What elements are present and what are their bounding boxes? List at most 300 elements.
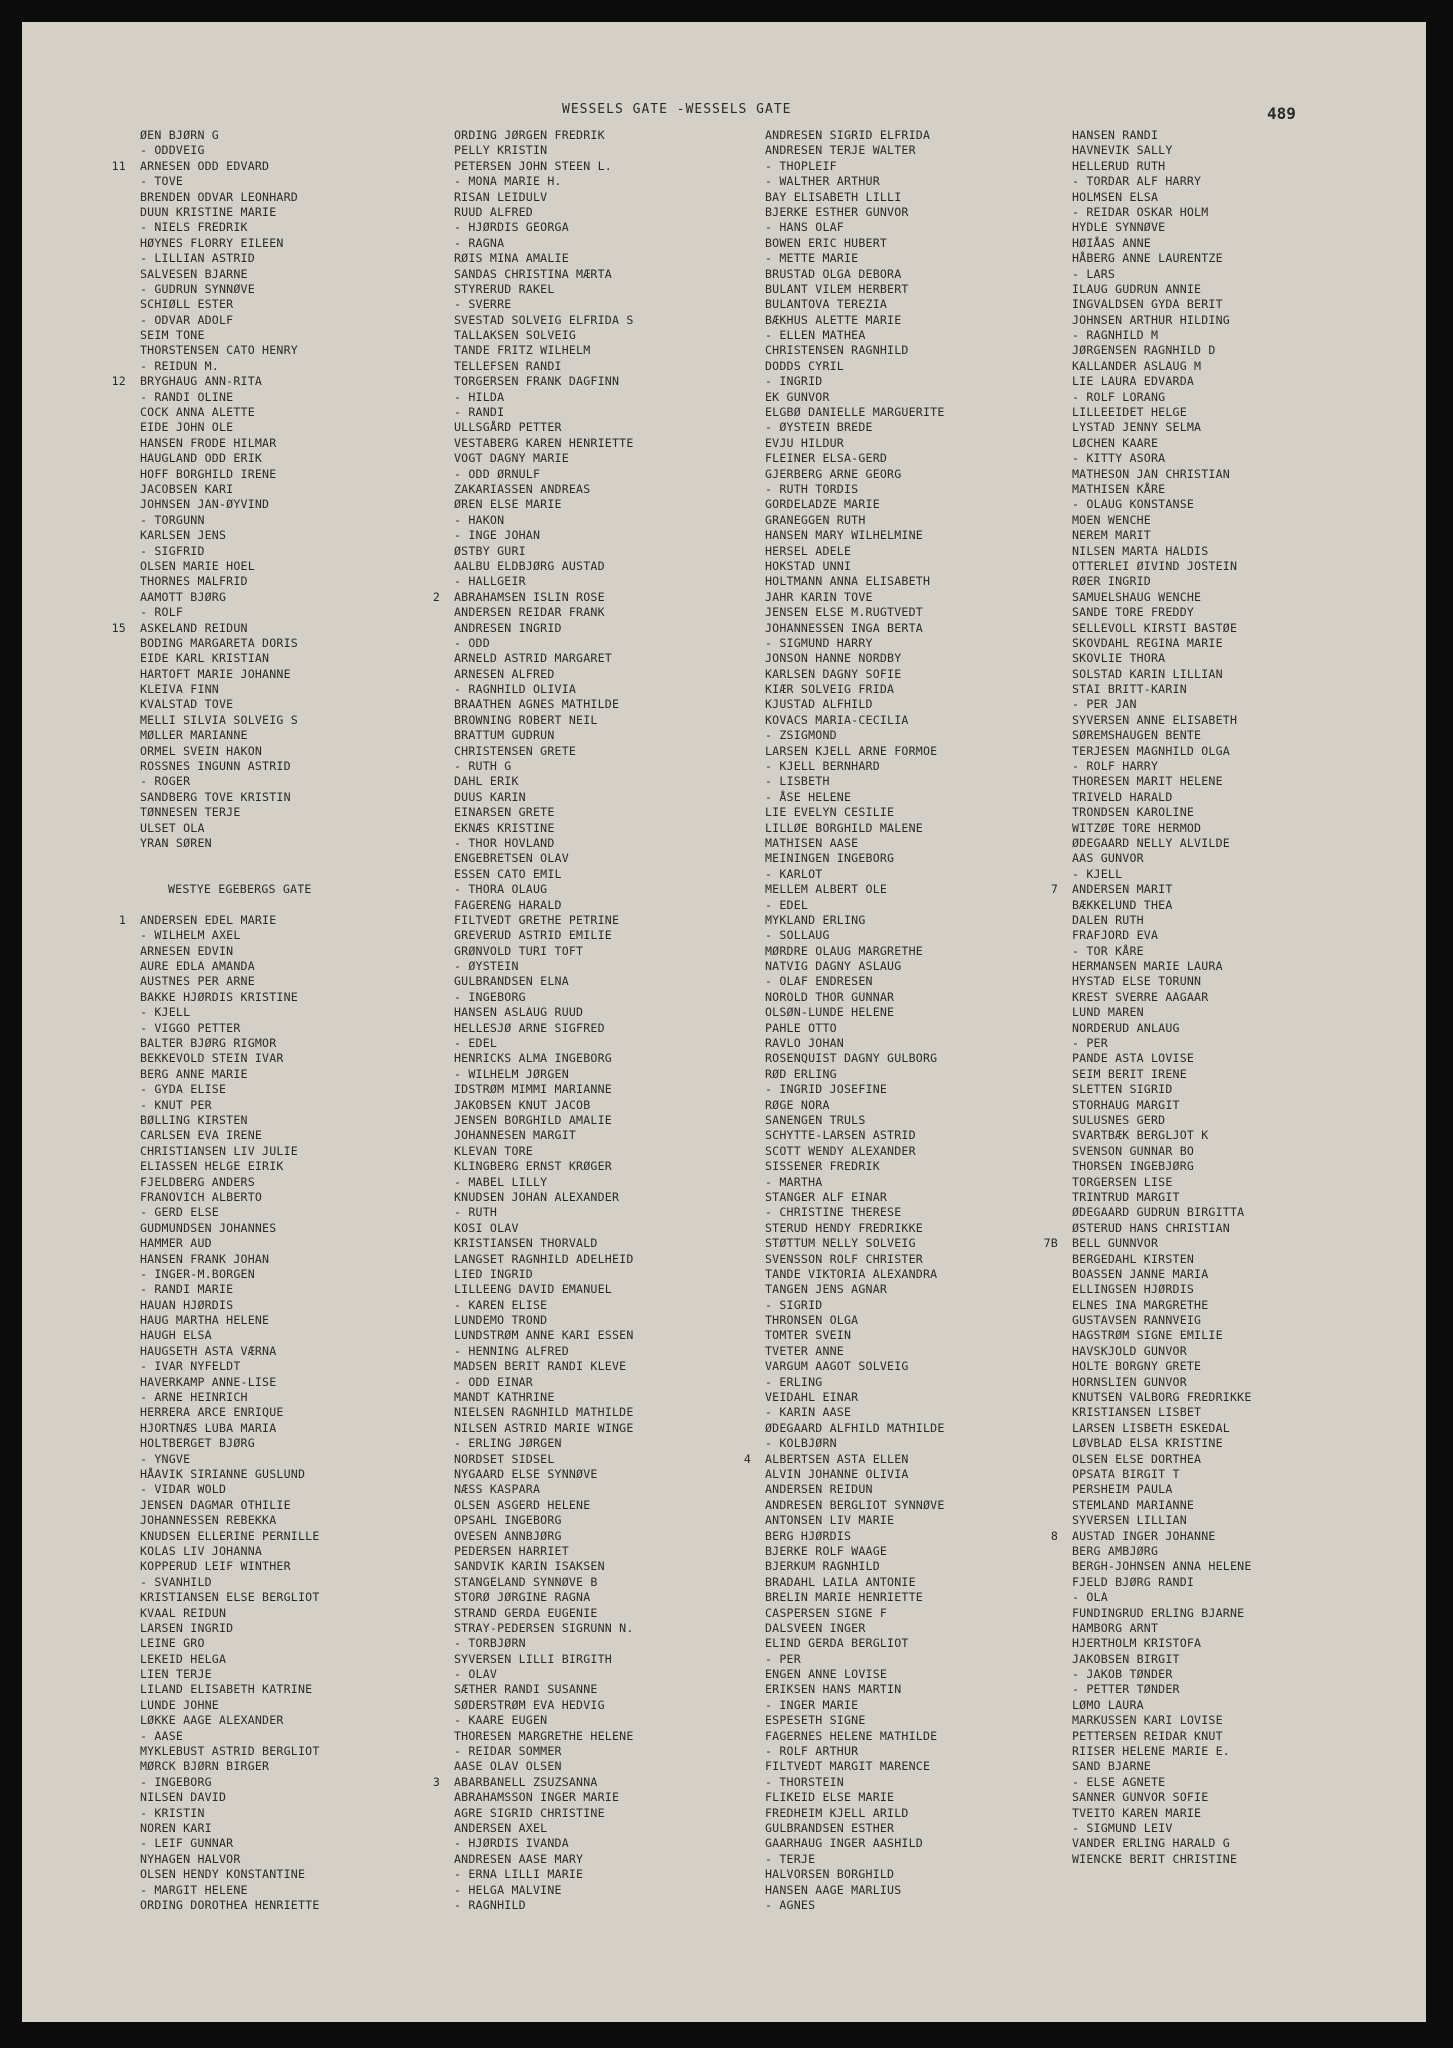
resident-entry: [765, 1713, 945, 1728]
resident-name: STANGELAND SYNNØVE B: [454, 1574, 598, 1589]
resident-entry: [1072, 251, 1252, 266]
resident-name: - KJELL: [1072, 866, 1123, 881]
resident-name: SÆTHER RANDI SUSANNE: [454, 1682, 598, 1697]
resident-name: ANDRESEN INGRID: [454, 620, 562, 635]
resident-entry: [454, 682, 634, 697]
resident-entry: [454, 236, 634, 251]
resident-name: - ERNA LILLI MARIE: [454, 1867, 584, 1882]
resident-name: - MARGIT HELENE: [140, 1882, 248, 1897]
resident-name: - ROLF LORANG: [1072, 389, 1166, 404]
resident-entry: [454, 1544, 634, 1559]
resident-entry: [1072, 1051, 1252, 1066]
resident-name: SKOVDAHL REGINA MARIE: [1072, 635, 1223, 650]
resident-entry: [454, 667, 634, 682]
resident-entry: [454, 697, 634, 712]
resident-name: RIISER HELENE MARIE E.: [1072, 1744, 1230, 1759]
resident-entry: [765, 451, 945, 466]
resident-entry: [765, 497, 945, 512]
resident-entry: [765, 328, 945, 343]
resident-name: AUSTNES PER ARNE: [140, 974, 255, 989]
resident-name: NEREM MARIT: [1072, 528, 1151, 543]
resident-name: KALLANDER ASLAUG M: [1072, 358, 1202, 373]
resident-name: OLSØN-LUNDE HELENE: [765, 1005, 895, 1020]
resident-entry: [765, 1729, 945, 1744]
resident-entry: [454, 1467, 634, 1482]
resident-name: GUDMUNDSEN JOHANNES: [140, 1220, 277, 1235]
resident-entry: [765, 1883, 945, 1898]
resident-entry: [765, 559, 945, 574]
resident-name: FRAFJORD EVA: [1072, 928, 1159, 943]
resident-entry: [454, 405, 634, 420]
resident-entry: [140, 959, 320, 974]
resident-entry: [1072, 436, 1252, 451]
resident-name: KLINGBERG ERNST KRØGER: [454, 1159, 612, 1174]
resident-entry: [765, 1221, 945, 1236]
resident-name: MYKLEBUST ASTRID BERGLIOT: [140, 1744, 320, 1759]
resident-entry: [1072, 467, 1252, 482]
resident-entry: [1072, 821, 1252, 836]
resident-entry: [140, 759, 320, 774]
resident-name: THORESEN MARIT HELENE: [1072, 774, 1223, 789]
resident-entry: [1072, 1436, 1252, 1451]
resident-entry: [1072, 205, 1252, 220]
resident-entry: [140, 205, 320, 220]
column-4: [1043, 128, 1252, 1867]
resident-name: - LILLIAN ASTRID: [140, 251, 255, 266]
resident-entry: [1072, 1421, 1252, 1436]
resident-entry: [454, 1682, 634, 1697]
resident-name: KRISTIANSEN LISBET: [1072, 1405, 1202, 1420]
resident-name: ARNELD ASTRID MARGARET: [454, 651, 612, 666]
resident-name: KRISTIANSEN ELSE BERGLIOT: [140, 1590, 320, 1605]
resident-name: TRONDSEN KAROLINE: [1072, 805, 1195, 820]
resident-entry: [454, 420, 634, 435]
resident-entry: [140, 682, 320, 697]
resident-name: THORNES MALFRID: [140, 574, 248, 589]
house-number: 3: [432, 1774, 440, 1789]
resident-entry: [454, 1128, 634, 1143]
resident-entry: [765, 1051, 945, 1066]
resident-name: - INGE JOHAN: [454, 528, 541, 543]
resident-entry: [140, 1128, 320, 1143]
resident-entry: [454, 559, 634, 574]
resident-entry: [1072, 128, 1252, 143]
resident-entry: [454, 313, 634, 328]
resident-entry: [454, 774, 634, 789]
resident-name: HALVORSEN BORGHILD: [765, 1867, 895, 1882]
resident-entry: [140, 297, 320, 312]
resident-name: BELL GUNNVOR: [1072, 1236, 1159, 1251]
resident-name: PEDERSEN HARRIET: [454, 1543, 569, 1558]
resident-name: SANDBERG TOVE KRISTIN: [140, 789, 291, 804]
resident-name: TOMTER SVEIN: [765, 1328, 852, 1343]
resident-entry: [765, 1190, 945, 1205]
resident-entry: [140, 1836, 320, 1851]
resident-entry: [454, 1098, 634, 1113]
resident-name: - HELGA MALVINE: [454, 1882, 562, 1897]
resident-name: LANGSET RAGNHILD ADELHEID: [454, 1251, 634, 1266]
resident-entry: [140, 1405, 320, 1420]
resident-entry: [454, 251, 634, 266]
street-name: WESTYE EGEBERGS GATE: [168, 882, 312, 897]
resident-name: - ZSIGMOND: [765, 728, 837, 743]
resident-name: BRUSTAD OLGA DEBORA: [765, 266, 902, 281]
resident-entry: [1072, 559, 1252, 574]
resident-name: LØKKE AAGE ALEXANDER: [140, 1713, 284, 1728]
resident-entry: [454, 1436, 634, 1451]
resident-name: ELGBØ DANIELLE MARGUERITE: [765, 405, 945, 420]
resident-name: - INGER MARIE: [765, 1697, 859, 1712]
resident-entry: [140, 1621, 320, 1636]
resident-entry: [765, 1498, 945, 1513]
resident-entry: [454, 1282, 634, 1297]
resident-entry: [765, 374, 945, 389]
resident-name: - METTE MARIE: [765, 251, 859, 266]
resident-name: - SVANHILD: [140, 1574, 212, 1589]
resident-entry: [454, 574, 634, 589]
resident-entry: [140, 1529, 320, 1544]
resident-name: LIE EVELYN CESILIE: [765, 805, 895, 820]
resident-name: CARLSEN EVA IRENE: [140, 1128, 263, 1143]
resident-name: - ROGER: [140, 774, 191, 789]
resident-entry: [765, 759, 945, 774]
resident-entry: [454, 1590, 634, 1605]
resident-name: EINARSEN GRETE: [454, 805, 555, 820]
resident-name: LARSEN INGRID: [140, 1620, 234, 1635]
resident-entry: [765, 436, 945, 451]
resident-name: BAKKE HJØRDIS KRISTINE: [140, 989, 298, 1004]
resident-name: - OLA: [1072, 1590, 1108, 1605]
resident-entry: [1072, 359, 1252, 374]
resident-entry: [140, 728, 320, 743]
resident-entry: [140, 513, 320, 528]
resident-entry: [454, 605, 634, 620]
resident-name: - HALLGEIR: [454, 574, 526, 589]
resident-entry: [140, 251, 320, 266]
resident-name: AAS GUNVOR: [1072, 851, 1144, 866]
resident-entry: [1072, 1005, 1252, 1020]
resident-name: WITZØE TORE HERMOD: [1072, 820, 1202, 835]
resident-name: - MABEL LILLY: [454, 1174, 548, 1189]
resident-entry: [765, 836, 945, 851]
resident-entry: [1072, 744, 1252, 759]
resident-name: SYVERSEN ANNE ELISABETH: [1072, 712, 1238, 727]
house-number: 4: [743, 1451, 751, 1466]
resident-name: - REIDAR OSKAR HOLM: [1072, 204, 1209, 219]
resident-entry: [454, 1698, 634, 1713]
resident-entry: [140, 1190, 320, 1205]
resident-name: KVALSTAD TOVE: [140, 697, 234, 712]
resident-name: HYSTAD ELSE TORUNN: [1072, 974, 1202, 989]
resident-name: DUUN KRISTINE MARIE: [140, 204, 277, 219]
resident-name: - TORBJØRN: [454, 1636, 526, 1651]
resident-name: EKNÆS KRISTINE: [454, 820, 555, 835]
resident-entry: [1072, 851, 1252, 866]
resident-name: - OLAF ENDRESEN: [765, 974, 873, 989]
resident-name: - KJELL: [140, 1005, 191, 1020]
resident-name: KREST SVERRE AAGAAR: [1072, 989, 1209, 1004]
resident-entry: [454, 328, 634, 343]
resident-name: OPSATA BIRGIT T: [1072, 1466, 1180, 1481]
resident-name: - ØYSTEIN: [454, 959, 519, 974]
resident-name: - THOPLEIF: [765, 158, 837, 173]
resident-name: - VIGGO PETTER: [140, 1020, 241, 1035]
resident-entry: [140, 1713, 320, 1728]
resident-name: SCHYTTE-LARSEN ASTRID: [765, 1128, 916, 1143]
resident-entry: [1072, 1159, 1252, 1174]
resident-name: HERRERA ARCE ENRIQUE: [140, 1405, 284, 1420]
resident-name: SKOVLIE THORA: [1072, 651, 1166, 666]
resident-name: - THOR HOVLAND: [454, 835, 555, 850]
resident-name: ERIKSEN HANS MARTIN: [765, 1682, 902, 1697]
resident-name: - EDEL: [765, 897, 809, 912]
resident-name: TORGERSEN LISE: [1072, 1174, 1173, 1189]
resident-name: - PER: [1072, 1036, 1108, 1051]
resident-name: JENSEN DAGMAR OTHILIE: [140, 1497, 291, 1512]
resident-entry: [765, 1236, 945, 1251]
resident-name: - TORGUNN: [140, 512, 205, 527]
resident-entry: [140, 1821, 320, 1836]
resident-entry: [140, 1375, 320, 1390]
resident-entry: [454, 1390, 634, 1405]
resident-name: - RANDI: [454, 405, 505, 420]
resident-entry: [454, 513, 634, 528]
resident-entry: [454, 928, 634, 943]
resident-entry: [1072, 959, 1252, 974]
resident-entry: [1072, 236, 1252, 251]
resident-entry: [1072, 1282, 1252, 1297]
resident-name: ORMEL SVEIN HAKON: [140, 743, 263, 758]
resident-name: - ROLF ARTHUR: [765, 1744, 859, 1759]
resident-name: KRISTIANSEN THORVALD: [454, 1236, 598, 1251]
resident-name: - HANS OLAF: [765, 220, 844, 235]
resident-name: - REIDUN M.: [140, 358, 219, 373]
resident-name: VARGUM AAGOT SOLVEIG: [765, 1359, 909, 1374]
resident-entry: [454, 143, 634, 158]
resident-name: ESSEN CATO EMIL: [454, 866, 562, 881]
resident-entry: [140, 774, 320, 789]
resident-name: ØSTBY GURI: [454, 543, 526, 558]
resident-name: - HENNING ALFRED: [454, 1343, 569, 1358]
resident-entry: [140, 867, 320, 882]
resident-name: - PER: [765, 1651, 801, 1666]
resident-entry: [454, 1190, 634, 1205]
resident-entry: [454, 436, 634, 451]
resident-entry: [454, 205, 634, 220]
resident-name: FLEINER ELSA-GERD: [765, 451, 888, 466]
resident-name: - WILHELM AXEL: [140, 928, 241, 943]
resident-name: LIEN TERJE: [140, 1667, 212, 1682]
resident-name: LEKEID HELGA: [140, 1651, 227, 1666]
resident-name: LIE LAURA EDVARDA: [1072, 374, 1195, 389]
resident-entry: [454, 1821, 634, 1836]
resident-name: FAGERNES HELENE MATHILDE: [765, 1728, 938, 1743]
resident-entry: [454, 1113, 634, 1128]
resident-entry: [1072, 1636, 1252, 1651]
resident-name: SISSENER FREDRIK: [765, 1159, 880, 1174]
resident-entry: [765, 1482, 945, 1497]
resident-name: PERSHEIM PAULA: [1072, 1482, 1173, 1497]
resident-entry: [454, 713, 634, 728]
resident-entry: [454, 913, 634, 928]
resident-name: LARSEN LISBETH ESKEDAL: [1072, 1420, 1230, 1435]
resident-entry: [140, 1744, 320, 1759]
resident-name: DALSVEEN INGER: [765, 1620, 866, 1635]
resident-name: RUUD ALFRED: [454, 204, 533, 219]
resident-entry: [140, 667, 320, 682]
resident-entry: [454, 836, 634, 851]
resident-name: SAND BJARNE: [1072, 1759, 1151, 1774]
resident-entry: [765, 1298, 945, 1313]
resident-entry: [454, 1636, 634, 1651]
resident-name: SEIM TONE: [140, 328, 205, 343]
resident-name: TANDE FRITZ WILHELM: [454, 343, 591, 358]
resident-name: BODING MARGARETA DORIS: [140, 635, 298, 650]
resident-entry: [454, 1051, 634, 1066]
resident-name: - ODVAR ADOLF: [140, 312, 234, 327]
resident-name: KNUDSEN ELLERINE PERNILLE: [140, 1528, 320, 1543]
resident-entry: [1072, 1606, 1252, 1621]
resident-entry: [765, 1606, 945, 1621]
resident-name: FJELD BJØRG RANDI: [1072, 1574, 1195, 1589]
resident-name: - ERLING JØRGEN: [454, 1436, 562, 1451]
resident-entry: [765, 1405, 945, 1420]
resident-name: PAHLE OTTO: [765, 1020, 837, 1035]
resident-entry: [765, 1128, 945, 1143]
resident-entry: [454, 851, 634, 866]
resident-entry: [765, 744, 945, 759]
resident-name: BRENDEN ODVAR LEONHARD: [140, 189, 298, 204]
resident-entry: [140, 590, 320, 605]
resident-entry: [765, 359, 945, 374]
resident-name: ELLINGSEN HJØRDIS: [1072, 1282, 1195, 1297]
resident-name: PELLY KRISTIN: [454, 143, 548, 158]
resident-entry: [454, 297, 634, 312]
resident-name: EIDE KARL KRISTIAN: [140, 651, 270, 666]
resident-entry: [1072, 1544, 1252, 1559]
resident-entry: [765, 297, 945, 312]
resident-name: - ÅSE HELENE: [765, 789, 852, 804]
resident-entry: [454, 1175, 634, 1190]
resident-entry: [765, 667, 945, 682]
resident-entry: [1072, 1821, 1252, 1836]
resident-name: TRIVELD HARALD: [1072, 789, 1173, 804]
resident-entry: [765, 636, 945, 651]
resident-name: CASPERSEN SIGNE F: [765, 1605, 888, 1620]
resident-entry: [765, 651, 945, 666]
resident-name: OLSEN MARIE HOEL: [140, 558, 255, 573]
resident-name: HANSEN FRANK JOHAN: [140, 1251, 270, 1266]
resident-name: SAMUELSHAUG WENCHE: [1072, 589, 1202, 604]
resident-name: AGRE SIGRID CHRISTINE: [454, 1805, 605, 1820]
resident-entry: [765, 1821, 945, 1836]
resident-name: BERG HJØRDIS: [765, 1528, 852, 1543]
resident-entry: [1072, 374, 1252, 389]
resident-entry: [454, 343, 634, 358]
resident-name: - SVERRE: [454, 297, 512, 312]
resident-name: ØDEGAARD GUDRUN BIRGITTA: [1072, 1205, 1245, 1220]
house-number: 11: [111, 158, 126, 173]
resident-name: SVESTAD SOLVEIG ELFRIDA S: [454, 312, 634, 327]
resident-name: MATHESON JAN CHRISTIAN: [1072, 466, 1230, 481]
resident-entry: [1072, 1590, 1252, 1605]
resident-entry: [140, 1652, 320, 1667]
resident-entry: [140, 1067, 320, 1082]
resident-name: ALVIN JOHANNE OLIVIA: [765, 1466, 909, 1481]
resident-entry: [765, 1621, 945, 1636]
resident-name: HARTOFT MARIE JOHANNE: [140, 666, 291, 681]
resident-entry: [140, 1590, 320, 1605]
resident-name: ARNESEN EDVIN: [140, 943, 234, 958]
resident-entry: [1072, 990, 1252, 1005]
resident-name: - YNGVE: [140, 1451, 191, 1466]
resident-name: NIELSEN RAGNHILD MATHILDE: [454, 1405, 634, 1420]
resident-name: - RAGNA: [454, 235, 505, 250]
resident-name: TELLEFSEN RANDI: [454, 358, 562, 373]
resident-entry: [765, 1005, 945, 1020]
resident-entry: [140, 1159, 320, 1174]
resident-name: HERSEL ADELE: [765, 543, 852, 558]
resident-entry: [140, 898, 320, 913]
resident-entry: [140, 1098, 320, 1113]
resident-name: HJORTNÆS LUBA MARIA: [140, 1420, 277, 1435]
resident-entry: [1072, 636, 1252, 651]
resident-entry: [140, 1729, 320, 1744]
resident-name: ZAKARIASSEN ANDREAS: [454, 481, 591, 496]
resident-name: - HAKON: [454, 512, 505, 527]
resident-name: PETTERSEN REIDAR KNUT: [1072, 1728, 1223, 1743]
resident-name: TORGERSEN FRANK DAGFINN: [454, 374, 620, 389]
resident-name: GULBRANDSEN ELNA: [454, 974, 569, 989]
resident-entry: [1072, 605, 1252, 620]
resident-entry: [1072, 1098, 1252, 1113]
resident-name: ØREN ELSE MARIE: [454, 497, 562, 512]
resident-entry: [765, 190, 945, 205]
resident-name: GRØNVOLD TURI TOFT: [454, 943, 584, 958]
resident-entry: [765, 1175, 945, 1190]
resident-name: ANDERSEN REIDUN: [765, 1482, 873, 1497]
directory-page: [22, 22, 1426, 2022]
resident-entry: [743, 1451, 945, 1467]
resident-entry: [765, 1667, 945, 1682]
resident-entry: [1072, 913, 1252, 928]
resident-name: - INGEBORG: [454, 989, 526, 1004]
resident-name: OVESEN ANNBJØRG: [454, 1528, 562, 1543]
resident-entry: [1072, 1621, 1252, 1636]
resident-name: - HJØRDIS GEORGA: [454, 220, 569, 235]
resident-entry: [454, 744, 634, 759]
resident-name: GUSTAVSEN RANNVEIG: [1072, 1313, 1202, 1328]
resident-name: LILLEEIDET HELGE: [1072, 405, 1187, 420]
resident-entry: [765, 1159, 945, 1174]
resident-name: SVENSON GUNNAR BO: [1072, 1143, 1195, 1158]
resident-name: - SIGMUND HARRY: [765, 635, 873, 650]
resident-entry: [765, 728, 945, 743]
resident-name: SOLSTAD KARIN LILLIAN: [1072, 666, 1223, 681]
resident-name: RØD ERLING: [765, 1066, 837, 1081]
resident-entry: [140, 1005, 320, 1020]
resident-entry: [1072, 1021, 1252, 1036]
resident-name: - KJELL BERNHARD: [765, 759, 880, 774]
resident-entry: [765, 1359, 945, 1374]
resident-entry: [140, 1806, 320, 1821]
resident-entry: [140, 744, 320, 759]
resident-entry: [765, 928, 945, 943]
resident-name: - SOLLAUG: [765, 928, 830, 943]
resident-name: HOLTMANN ANNA ELISABETH: [765, 574, 931, 589]
resident-entry: [140, 1390, 320, 1405]
resident-entry: [140, 1359, 320, 1374]
